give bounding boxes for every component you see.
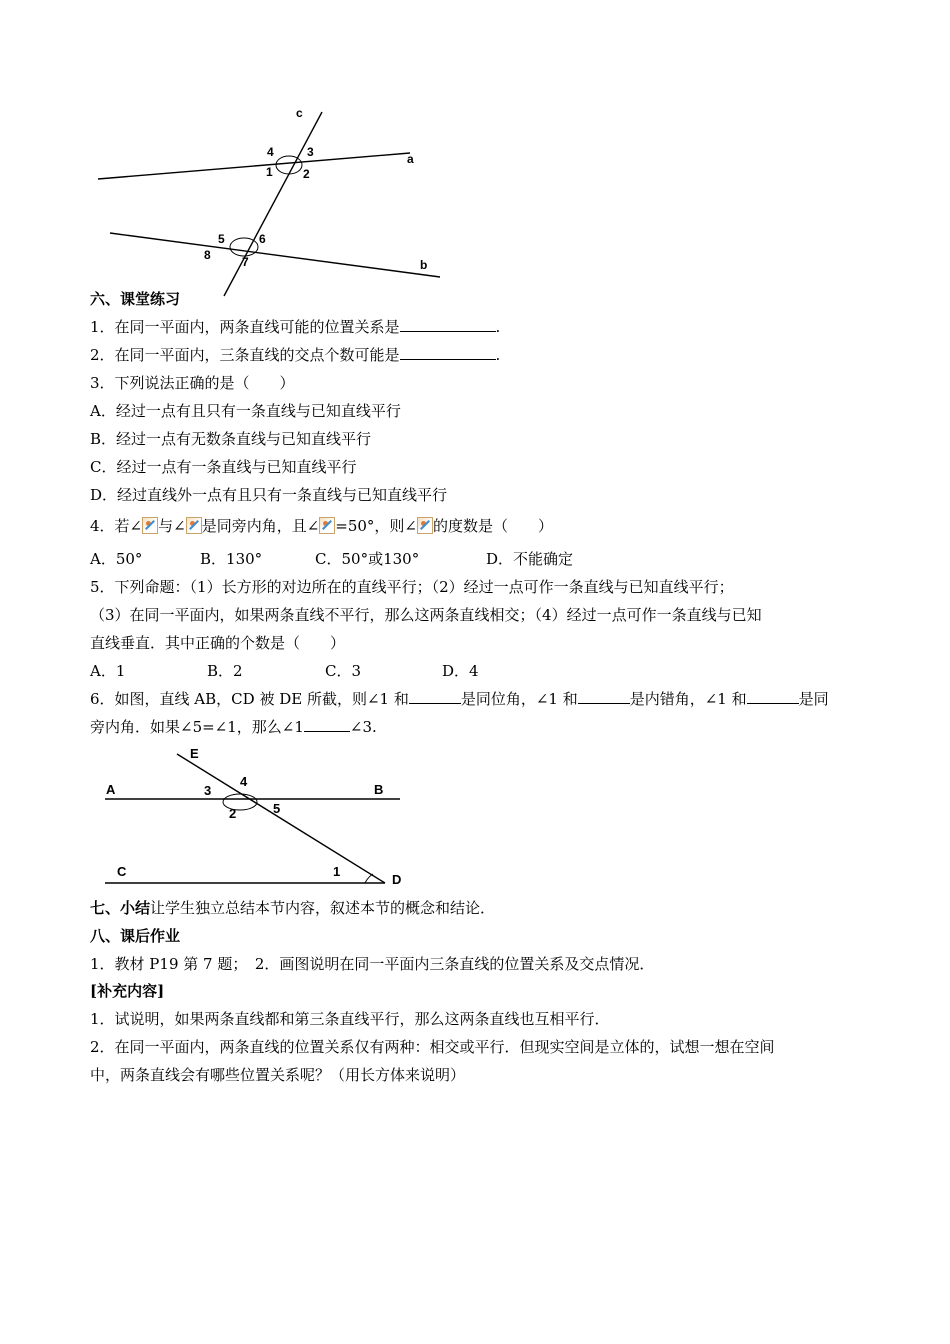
label-a: a: [407, 152, 414, 166]
question-6-part-2: 是同位角，∠1 和: [460, 690, 578, 708]
question-4-option-c: C．50°或130°: [315, 550, 420, 568]
figure-transversal: [90, 100, 460, 300]
question-3: 3．下列说法正确的是（ ）: [90, 374, 295, 392]
answer-blank[interactable]: [400, 345, 496, 360]
question-2-text: 2．在同一平面内，三条直线的交点个数可能是: [90, 346, 400, 364]
label-angle-3: 3: [307, 145, 314, 159]
label-angle-4: 4: [267, 145, 274, 159]
broken-image-icon: [417, 517, 433, 534]
section-6-heading: 六、课堂练习: [90, 290, 181, 308]
section-8-heading: 八、课后作业: [90, 927, 181, 945]
question-5-line-3: 直线垂直．其中正确的个数是（ ）: [90, 634, 346, 652]
question-2-end: .: [495, 346, 501, 364]
question-3-option-b: B．经过一点有无数条直线与已知直线平行: [90, 430, 372, 448]
line-de: [177, 754, 385, 883]
section-7-text: 让学生独立总结本节内容，叙述本节的概念和结论．: [150, 899, 496, 917]
answer-blank[interactable]: [409, 689, 461, 704]
figure-abcd: [95, 740, 425, 890]
section-8-text: 1．教材 P19 第 7 题； 2．画图说明在同一平面内三条直线的位置关系及交点情况．: [90, 955, 655, 973]
question-4-option-b: B．130°: [200, 550, 263, 568]
label-angle-3: 3: [204, 783, 212, 798]
label-angle-5: 5: [218, 232, 225, 246]
line-b: [110, 233, 440, 277]
question-5-option-b: B．2: [207, 662, 243, 680]
question-6-part-3: 是内错角，∠1 和: [629, 690, 747, 708]
question-5-option-d: D．4: [442, 662, 479, 680]
question-4-part-5: 的度数是（ ）: [433, 517, 554, 535]
label-e: E: [190, 746, 199, 761]
label-angle-6: 6: [259, 232, 266, 246]
answer-blank[interactable]: [400, 317, 496, 332]
label-c: c: [296, 106, 303, 120]
question-3-option-a: A．经过一点有且只有一条直线与已知直线平行: [90, 402, 401, 420]
supplement-item-2-line-2: 中，两条直线会有哪些位置关系呢？（用长方体来说明）: [90, 1066, 466, 1084]
section-7: [90, 898, 495, 918]
question-4-part-3: 是同旁内角，且∠: [201, 517, 320, 535]
line-a: [98, 153, 410, 179]
angle-arc-bottom: [230, 238, 258, 256]
question-4-part-4: =50°，则∠: [335, 517, 418, 535]
question-6-line-2b: ∠3.: [349, 718, 377, 736]
angle-arc-d: [365, 874, 373, 883]
question-5-option-a: A．1: [90, 662, 126, 680]
label-b-point: B: [374, 782, 384, 797]
supplement-item-2-line-1: 2．在同一平面内，两条直线的位置关系仅有两种：相交或平行．但现实空间是立体的，试想一想在空间: [90, 1038, 775, 1056]
section-7-heading: 七、小结: [90, 899, 151, 917]
label-d-point: D: [392, 872, 402, 887]
question-6-line-2: [90, 717, 377, 737]
broken-image-icon: [142, 517, 158, 534]
line-c: [224, 112, 322, 296]
label-b: b: [420, 258, 428, 272]
question-5-option-c: C．3: [325, 662, 362, 680]
question-1-end: .: [495, 318, 501, 336]
question-3-option-c: C．经过一点有一条直线与已知直线平行: [90, 458, 357, 476]
question-6-line-2a: 旁内角．如果∠5=∠1，那么∠1: [90, 718, 304, 736]
question-4-part-1: 4．若∠: [90, 517, 143, 535]
label-a-point: A: [106, 782, 116, 797]
question-5-line-1: 5．下列命题：（1）长方形的对边所在的直线平行；（2）经过一点可作一条直线与已知直线平行；: [90, 578, 734, 596]
label-angle-8: 8: [204, 248, 211, 262]
label-angle-5: 5: [273, 801, 281, 816]
label-angle-2: 2: [229, 806, 237, 821]
answer-blank[interactable]: [304, 717, 350, 732]
question-4-option-d: D．不能确定: [486, 550, 574, 568]
answer-blank[interactable]: [578, 689, 630, 704]
supplement-heading: [补充内容]: [90, 982, 165, 1000]
label-angle-1: 1: [333, 864, 341, 879]
question-5-line-2: （3）在同一平面内，如果两条直线不平行，那么这两条直线相交；（4）经过一点可作一条直线与已知: [90, 606, 762, 624]
label-angle-4: 4: [240, 774, 248, 789]
answer-blank[interactable]: [747, 689, 799, 704]
question-6-part-1: 6．如图，直线 AB，CD 被 DE 所截，则∠1 和: [90, 690, 409, 708]
label-angle-7: 7: [242, 255, 249, 269]
supplement-item-1: 1．试说明，如果两条直线都和第三条直线平行，那么这两条直线也互相平行．: [90, 1010, 610, 1028]
broken-image-icon: [319, 517, 335, 534]
label-c-point: C: [117, 864, 127, 879]
label-angle-1: 1: [266, 165, 273, 179]
question-6-line-1: [90, 689, 829, 709]
question-5-options: [90, 661, 479, 681]
question-6-part-4: 是同: [798, 690, 829, 708]
question-1-text: 1．在同一平面内，两条直线可能的位置关系是: [90, 318, 400, 336]
question-4-part-2: 与∠: [158, 517, 186, 535]
question-4: [90, 516, 553, 536]
question-3-option-d: D．经过直线外一点有且只有一条直线与已知直线平行: [90, 486, 448, 504]
broken-image-icon: [186, 517, 202, 534]
question-4-option-a: A．50°: [90, 550, 143, 568]
label-angle-2: 2: [303, 167, 310, 181]
angle-arc-top: [276, 156, 302, 174]
question-1: [90, 317, 500, 337]
question-4-options: [90, 549, 573, 569]
question-2: [90, 345, 500, 365]
